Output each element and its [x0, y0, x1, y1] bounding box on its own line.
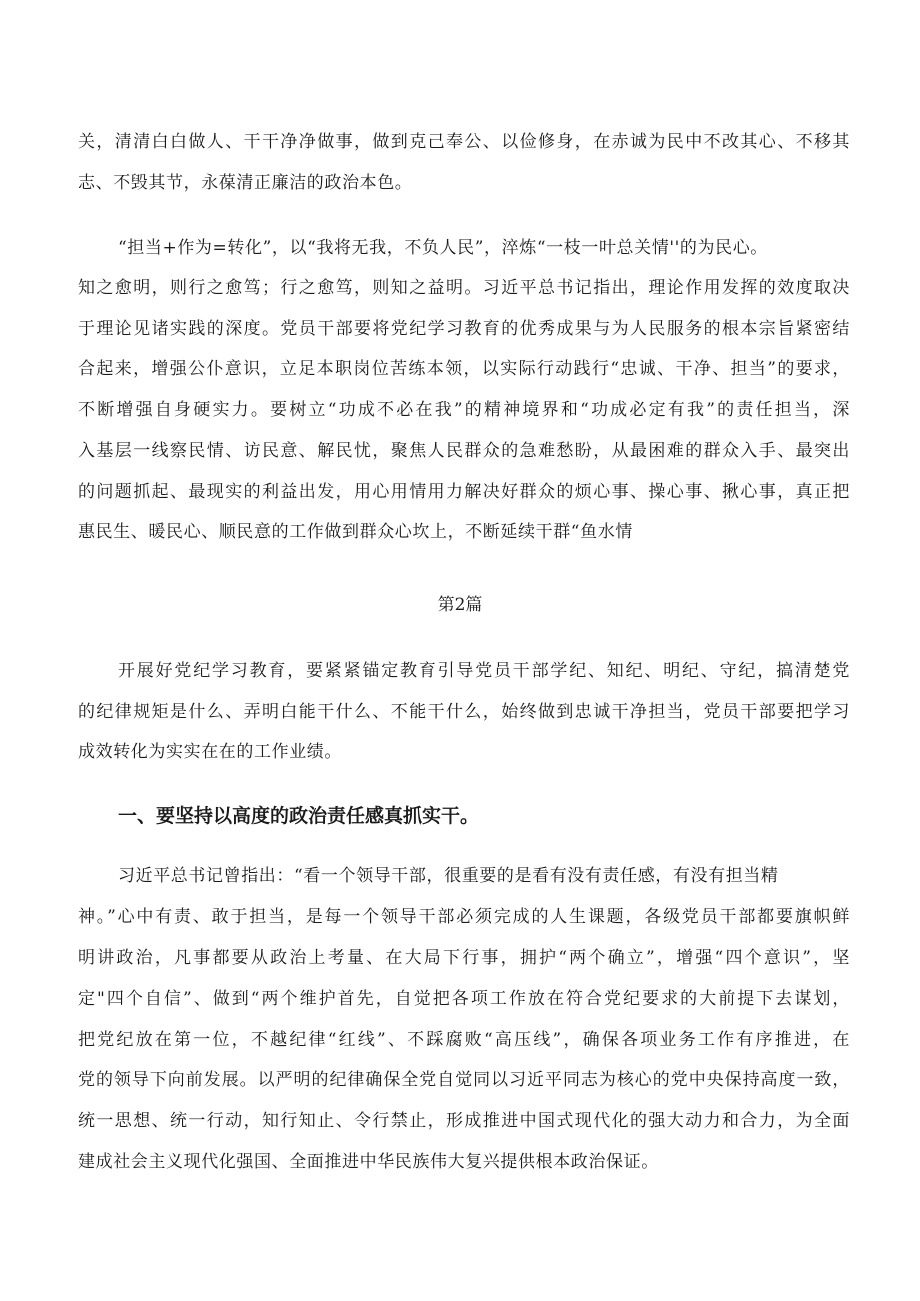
paragraph-line: 把党纪放在第一位，不越纪律“红线”、不踩腐败“高压线”，确保各项业务工作有序推进，在: [78, 1030, 850, 1050]
paragraph-line: 神。”心中有责、敢于担当，是每一个领导干部必须完成的人生课题，各级党员干部都要旗帜鲜: [78, 907, 850, 927]
paragraph-line: 开展好党纪学习教育，要紧紧锚定教育引导党员干部学纪、知纪、明纪、守纪，搞清楚党: [118, 661, 850, 681]
paragraph-line: 定"四个自信”、做到“两个维护首先，自觉把各项工作放在符合党纪要求的大前提下去谋划，: [78, 989, 850, 1009]
chapter-title: 第2篇: [437, 595, 483, 615]
paragraph-line: 习近平总书记曾指出：“看一个领导干部，很重要的是看有没有责任感，有没有担当精: [118, 866, 779, 886]
paragraph-line: 于理论见诸实践的深度。党员干部要将党纪学习教育的优秀成果与为人民服务的根本宗旨紧密结: [78, 319, 850, 339]
paragraph-line: 关，清清白白做人、干干净净做事，做到克己奉公、以俭修身，在赤诚为民中不改其心、不移其: [78, 132, 850, 152]
paragraph-line: 的问题抓起、最现实的利益出发，用心用情用力解决好群众的烦心事、操心事、揪心事，真正把: [78, 482, 850, 502]
paragraph-line: 合起来，增强公仆意识，立足本职岗位苦练本领，以实际行动践行“忠诚、干净、担当”的要求，: [78, 359, 850, 379]
section-heading: 一、要坚持以高度的政治责任感真抓实干。: [118, 805, 480, 827]
paragraph-line: 党的领导下向前发展。以严明的纪律确保全党自觉同以习近平同志为核心的党中央保持高度一致，: [78, 1070, 850, 1090]
paragraph-line: 入基层一线察民情、访民意、解民忧，聚焦人民群众的急难愁盼，从最困难的群众入手、最突出: [78, 441, 850, 461]
paragraph-line: 建成社会主义现代化强国、全面推进中华民族伟大复兴提供根本政治保证。: [78, 1152, 659, 1172]
paragraph-line: 不断增强自身硬实力。要树立“功成不必在我”的精神境界和“功成必定有我”的责任担当，深: [78, 400, 850, 420]
paragraph-line: 成效转化为实实在在的工作业绩。: [78, 742, 342, 762]
paragraph-line: 知之愈明，则行之愈笃；行之愈笃，则知之益明。习近平总书记指出，理论作用发挥的效度取决: [78, 278, 850, 298]
paragraph-line: 明讲政治，凡事都要从政治上考量、在大局下行事，拥护“两个确立”，增强“四个意识”，坚: [78, 948, 850, 968]
paragraph-line: 惠民生、暖民心、顺民意的工作做到群众心坎上，不断延续干群“鱼水情: [78, 522, 633, 542]
paragraph-line: “担当+作为=转化”，以“我将无我，不负人民”，淬炼“一枝一叶总关情''的为民心。: [118, 238, 768, 258]
paragraph-line: 的纪律规矩是什么、弄明白能干什么、不能干什么，始终做到忠诚干净担当，党员干部要把学习: [78, 702, 850, 722]
paragraph-line: 统一思想、统一行动，知行知止、令行禁止，形成推进中国式现代化的强大动力和合力，为全面: [78, 1111, 850, 1131]
paragraph-line: 志、不毁其节，永葆清正廉洁的政治本色。: [78, 173, 413, 193]
